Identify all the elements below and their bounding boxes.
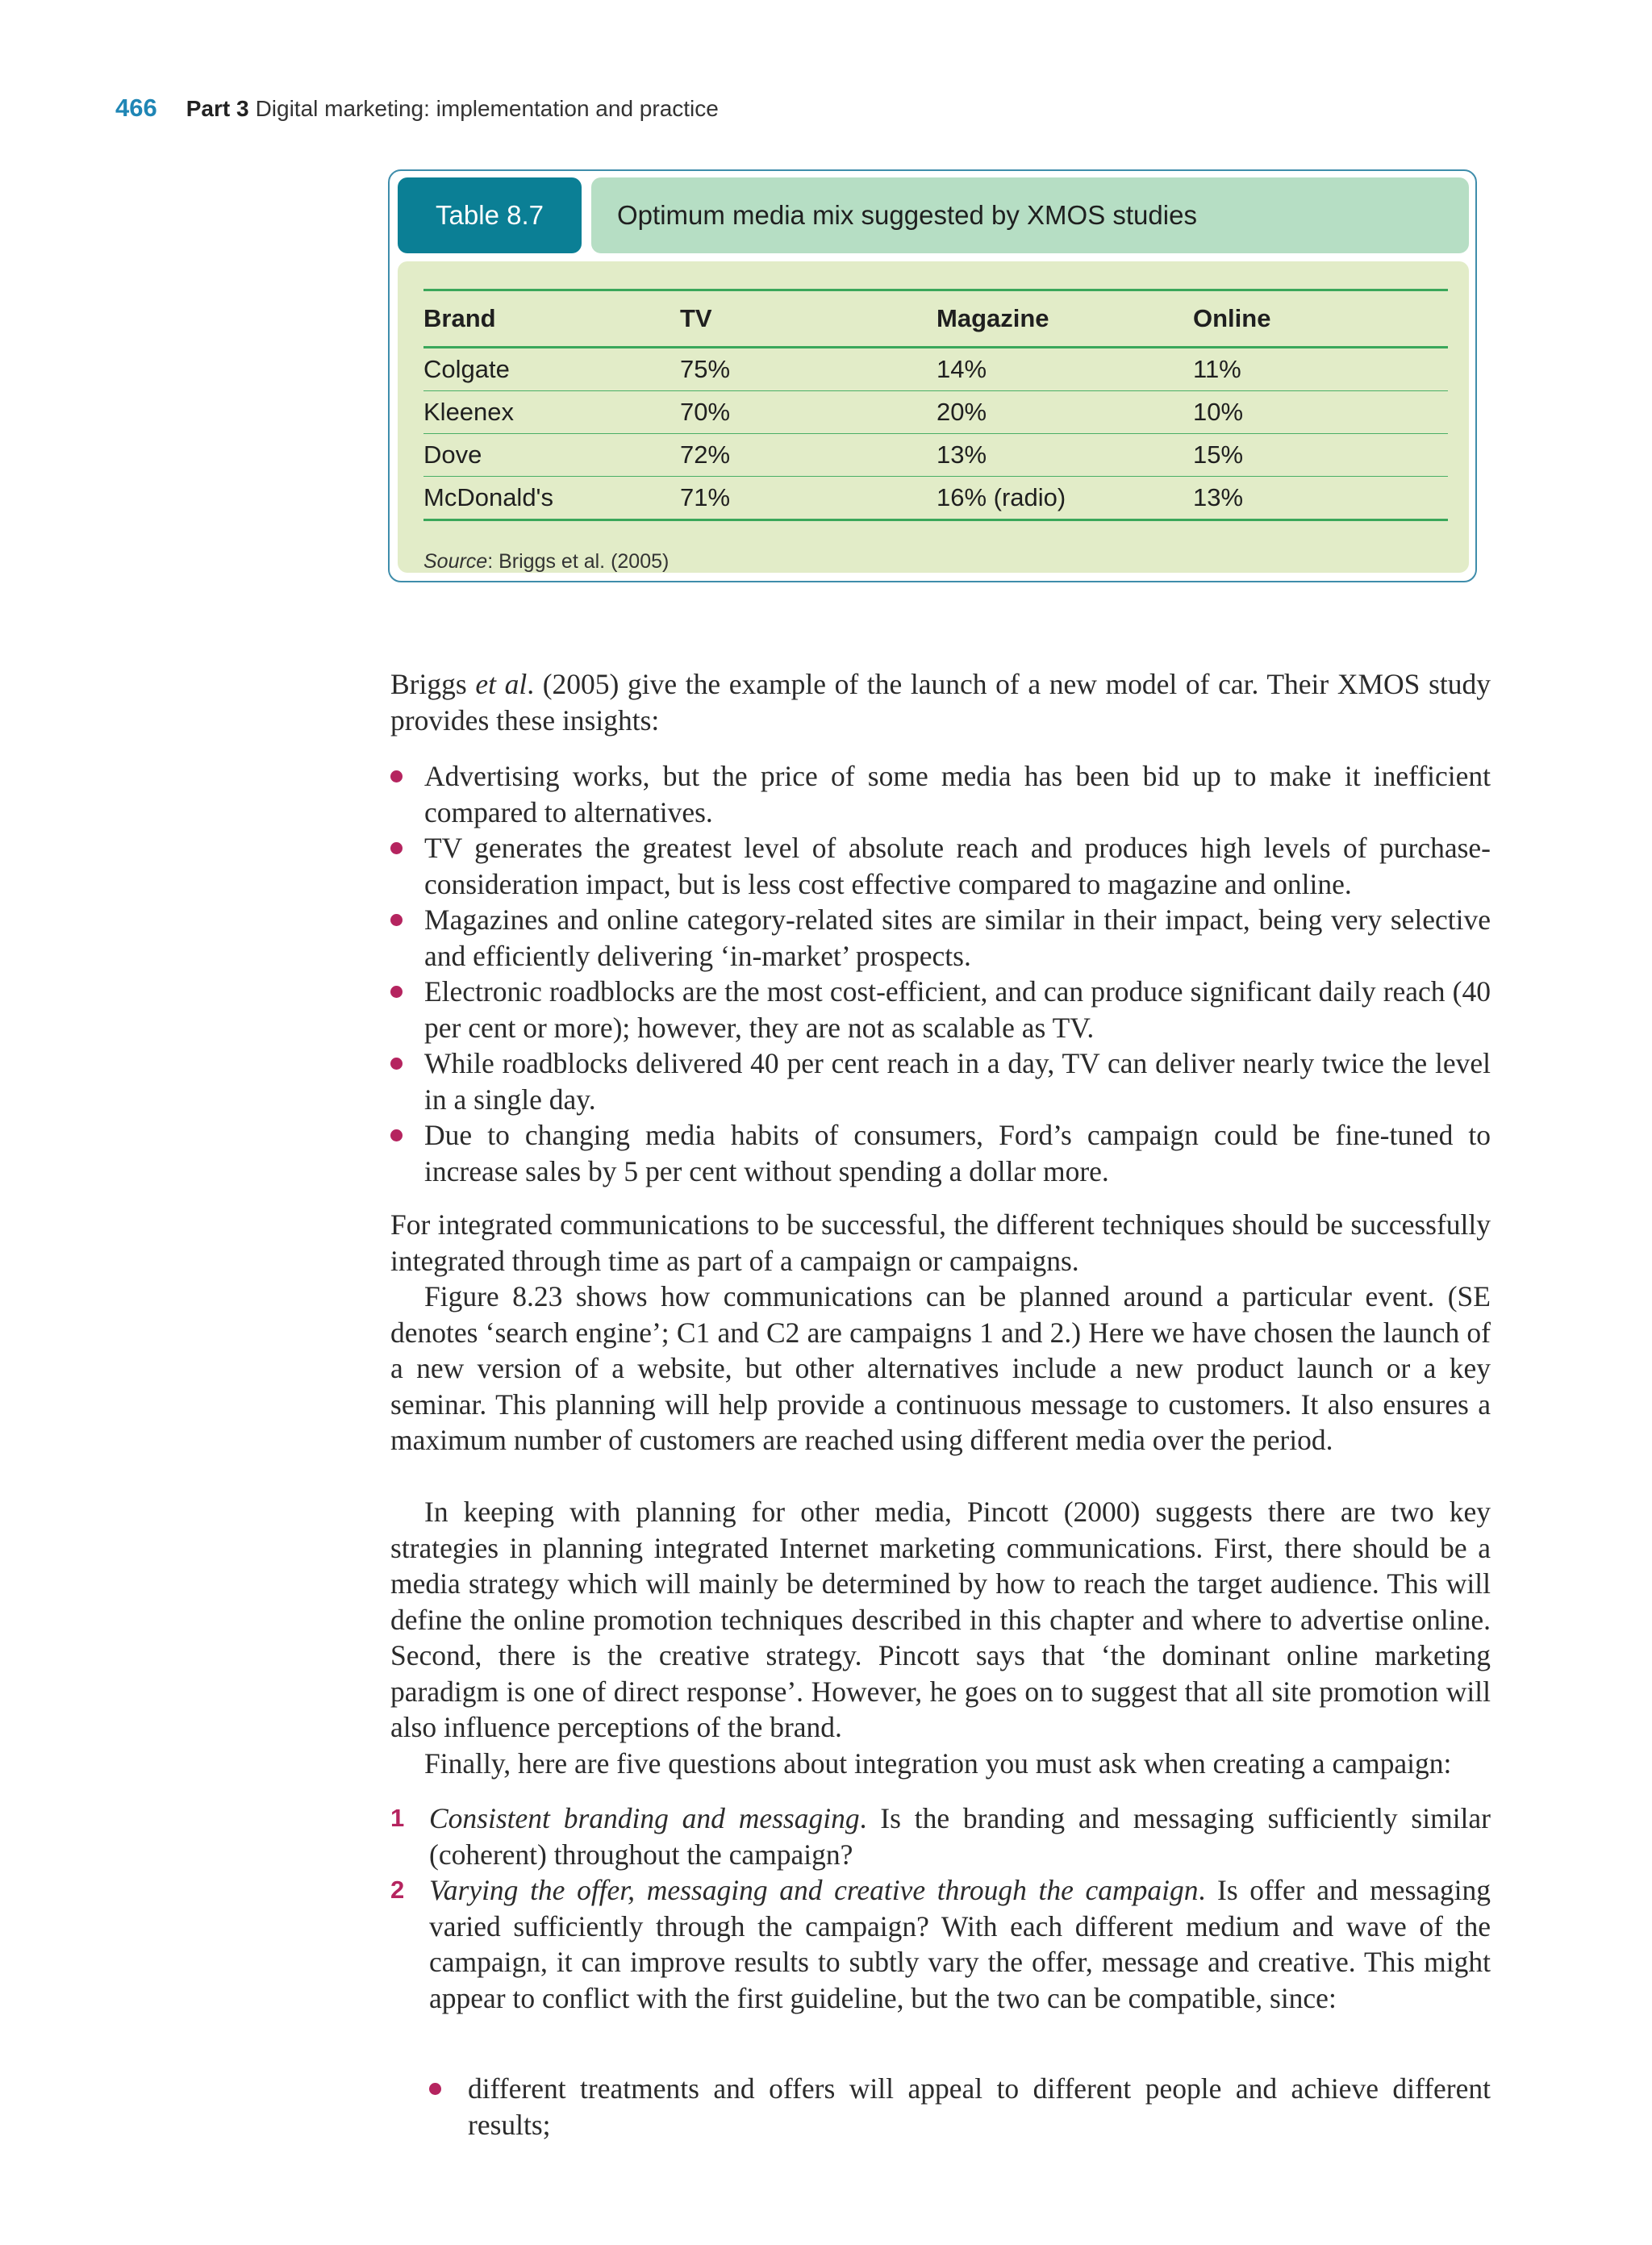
cell-online: 11%	[1193, 348, 1448, 391]
bullet-icon	[390, 914, 403, 926]
cell-magazine: 16% (radio)	[937, 477, 1193, 520]
cell-magazine: 20%	[937, 391, 1193, 434]
list-item-text: different treatments and offers will appeal to different people and achieve different results;	[468, 2072, 1491, 2141]
question-title: Varying the offer, messaging and creative through the campaign	[429, 1874, 1199, 1906]
list-item-text: TV generates the greatest level of absolute reach and produces high levels of purchase-consideration impact, but is less cost effective compared to magazine and online.	[424, 832, 1491, 900]
table-row	[423, 434, 1448, 477]
page-number: 466	[115, 94, 157, 122]
bullet-icon	[390, 1129, 403, 1141]
table-row	[423, 348, 1448, 391]
table-caption: Optimum media mix suggested by XMOS studies	[591, 177, 1469, 253]
question-text: . Is offer and messaging varied sufficiently through the campaign? With each different medium and wave of the campaign, it can improve results to subtly vary the offer, message and creative. This might appear to conflict with the first guideline, but the two can be compatible, since:	[429, 1874, 1491, 2014]
cell-brand: Dove	[423, 434, 680, 477]
cell-brand: McDonald's	[423, 477, 680, 520]
bullet-icon	[390, 770, 403, 782]
paragraph-five-questions: Finally, here are five questions about integration you must ask when creating a campaign:	[424, 1747, 1452, 1780]
intro-paragraph	[390, 666, 1491, 738]
insights-list	[390, 758, 1491, 1189]
column-header-brand: Brand	[423, 290, 680, 348]
intro-italic: et al	[475, 668, 528, 700]
table-box	[388, 169, 1477, 582]
paragraph-integration: For integrated communications to be successful, the different techniques should be successfully integrated through time as part of a campaign or campaigns.	[390, 1208, 1491, 1277]
bullet-icon	[390, 1058, 403, 1070]
list-item	[390, 758, 1491, 830]
table-row	[423, 391, 1448, 434]
question-number: 1	[390, 1804, 405, 1832]
cell-brand: Kleenex	[423, 391, 680, 434]
list-item	[429, 2071, 1491, 2143]
bullet-icon	[390, 842, 403, 854]
source-text: : Briggs et al. (2005)	[487, 550, 670, 573]
part-title: Digital marketing: implementation and practice	[255, 96, 719, 121]
cell-tv: 71%	[680, 477, 937, 520]
list-item-text: Electronic roadblocks are the most cost-efficient, and can produce significant daily reach (40 per cent or more); however, they are not as scalable as TV.	[424, 975, 1491, 1044]
source-label: Source	[423, 550, 488, 573]
list-item	[390, 902, 1491, 974]
list-item-text: Due to changing media habits of consumers, Ford’s campaign could be fine-tuned to increase sales by 5 per cent without spending a dollar more.	[424, 1119, 1491, 1187]
cell-tv: 75%	[680, 348, 937, 391]
list-item	[390, 830, 1491, 902]
cell-online: 13%	[1193, 477, 1448, 520]
intro-text-start: Briggs	[390, 668, 476, 700]
paragraph-figure-8-23: Figure 8.23 shows how communications can be planned around a particular event. (SE denotes ‘search engine’; C1 and C2 are campaigns 1 and 2.) Here we have chosen the launch of a new version of a website, but other alternatives include a new product launch or a key seminar. This planning will help provide a continuous message to customers. It also ensures a maximum number of customers are reached using different media over the period.	[390, 1280, 1491, 1456]
question-number: 2	[390, 1876, 405, 1904]
table-source	[423, 550, 669, 574]
list-item-text: While roadblocks delivered 40 per cent reach in a day, TV can deliver nearly twice the level in a single day.	[424, 1047, 1491, 1116]
question-text: . Is the branding and messaging sufficiently similar (coherent) throughout the campaign?	[429, 1802, 1491, 1871]
list-item-text: Magazines and online category-related sites are similar in their impact, being very selective and efficiently delivering ‘in-market’ prospects.	[424, 903, 1491, 972]
question-title: Consistent branding and messaging	[429, 1802, 860, 1834]
column-header-online: Online	[1193, 290, 1448, 348]
questions-list	[390, 1801, 1491, 2016]
list-item	[390, 1117, 1491, 1189]
cell-magazine: 14%	[937, 348, 1193, 391]
column-header-tv: TV	[680, 290, 937, 348]
list-item	[390, 974, 1491, 1045]
cell-magazine: 13%	[937, 434, 1193, 477]
cell-online: 10%	[1193, 391, 1448, 434]
question-item	[390, 1801, 1491, 1872]
sub-bullet-list	[429, 2071, 1491, 2143]
part-label: Part 3	[186, 96, 249, 121]
paragraph-pincott: In keeping with planning for other media, Pincott (2000) suggests there are two key strategies in planning integrated Internet marketing communications. First, there should be a media strategy which will mainly be determined by how to reach the target audience. This will define the online promotion techniques described in this chapter and where to advertise online. Second, there is the creative strategy. Pincott says that ‘the dominant online marketing paradigm is one of direct response’. However, he goes on to suggest that all site promotion will also influence perceptions of the brand.	[390, 1496, 1491, 1743]
bullet-icon	[390, 986, 403, 998]
cell-tv: 72%	[680, 434, 937, 477]
intro-text-end: . (2005) give the example of the launch of a new model of car. Their XMOS study provides these insights:	[390, 668, 1491, 737]
column-header-magazine: Magazine	[937, 290, 1193, 348]
bullet-icon	[429, 2083, 441, 2095]
cell-online: 15%	[1193, 434, 1448, 477]
table-label: Table 8.7	[398, 177, 582, 253]
table-row	[423, 477, 1448, 520]
cell-brand: Colgate	[423, 348, 680, 391]
list-item-text: Advertising works, but the price of some media has been bid up to make it inefficient compared to alternatives.	[424, 760, 1491, 828]
running-header	[115, 94, 719, 123]
media-mix-table	[423, 289, 1448, 521]
table-panel	[398, 261, 1469, 573]
cell-tv: 70%	[680, 391, 937, 434]
table-header-row	[423, 290, 1448, 348]
list-item	[390, 1045, 1491, 1117]
question-item	[390, 1872, 1491, 2016]
